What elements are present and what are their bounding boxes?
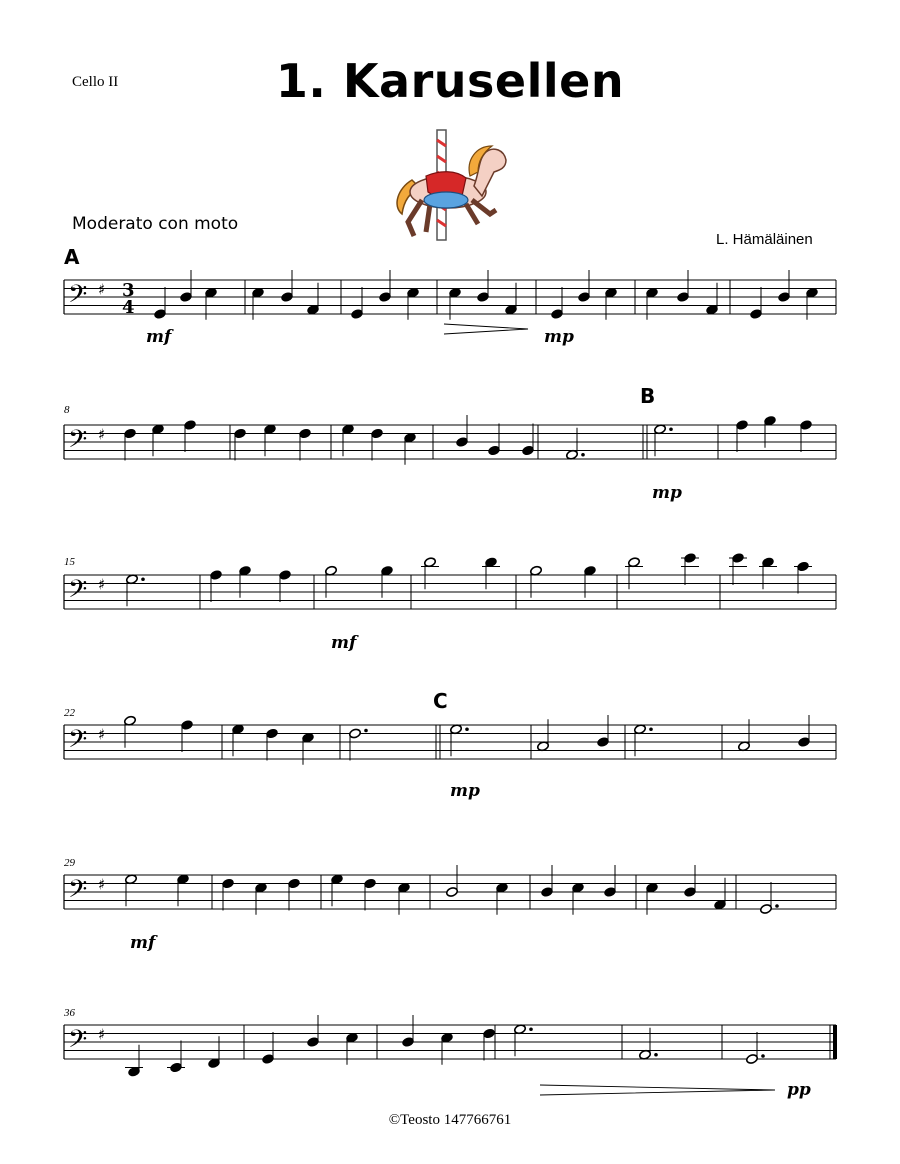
note-head: [541, 887, 554, 898]
note-head: [760, 904, 773, 915]
key-sharp-icon: ♯: [98, 875, 106, 894]
note-head: [349, 728, 362, 739]
bass-clef-icon: 𝄢: [68, 725, 88, 760]
note-head: [746, 1054, 759, 1065]
augmentation-dot: [581, 453, 585, 457]
final-barline: [833, 1025, 837, 1059]
note-head: [210, 570, 223, 581]
bass-clef-icon: 𝄢: [68, 875, 88, 910]
note-head: [732, 553, 745, 564]
measure-number: 15: [64, 556, 75, 568]
rehearsal-mark-a: A: [64, 245, 80, 269]
time-signature: 4: [122, 297, 135, 318]
note-head: [750, 309, 763, 320]
augmentation-dot: [364, 729, 368, 733]
note-head: [371, 428, 384, 439]
note-head: [124, 428, 137, 439]
note-head: [677, 292, 690, 303]
measure-number: 8: [64, 404, 70, 416]
note-head: [279, 570, 292, 581]
bass-clef-icon: 𝄢: [68, 1025, 88, 1060]
note-head: [477, 292, 490, 303]
augmentation-dot: [669, 427, 673, 431]
bass-clef-icon: 𝄢: [68, 575, 88, 610]
dynamic-marking: mp: [450, 781, 480, 801]
piece-title: 1. Karusellen: [275, 54, 625, 108]
note-head: [181, 720, 194, 731]
note-head: [446, 887, 459, 898]
rehearsal-mark-b: B: [640, 384, 656, 408]
note-head: [604, 887, 617, 898]
note-head: [798, 737, 811, 748]
note-head: [379, 292, 392, 303]
note-head: [170, 1062, 183, 1073]
dynamic-marking: mp: [652, 483, 682, 503]
decrescendo-hairpin: [444, 324, 528, 334]
note-head: [800, 420, 813, 431]
note-head: [456, 437, 469, 448]
note-head: [154, 309, 167, 320]
part-name: Cello II: [72, 74, 119, 90]
tempo-marking: Moderato con moto: [72, 214, 239, 234]
measure-number: 22: [64, 707, 75, 719]
note-head: [180, 292, 193, 303]
note-head: [222, 878, 235, 889]
note-head: [684, 887, 697, 898]
note-head: [307, 1037, 320, 1048]
augmentation-dot: [141, 577, 145, 581]
augmentation-dot: [465, 727, 469, 731]
note-head: [364, 878, 377, 889]
dynamic-marking: mf: [331, 633, 357, 653]
note-head: [234, 428, 247, 439]
note-head: [288, 878, 301, 889]
note-head: [281, 292, 294, 303]
note-head: [402, 1037, 415, 1048]
key-sharp-icon: ♯: [98, 280, 106, 299]
key-sharp-icon: ♯: [98, 1025, 106, 1044]
note-head: [578, 292, 591, 303]
augmentation-dot: [529, 1027, 533, 1031]
bass-clef-icon: 𝄢: [68, 425, 88, 460]
measure-number: 36: [64, 1007, 75, 1019]
note-head: [262, 1054, 275, 1065]
note-head: [351, 309, 364, 320]
augmentation-dot: [649, 727, 653, 731]
dynamic-marking: mf: [130, 933, 156, 953]
note-head: [522, 445, 535, 456]
time-signature: 3: [122, 280, 135, 301]
dynamic-marking: mf: [146, 327, 172, 347]
augmentation-dot: [761, 1054, 765, 1058]
note-head: [778, 292, 791, 303]
note-head: [684, 553, 697, 564]
dynamic-marking: pp: [787, 1080, 811, 1100]
note-head: [597, 737, 610, 748]
note-head: [299, 428, 312, 439]
composer-name: L. Hämäläinen: [716, 231, 813, 248]
key-sharp-icon: ♯: [98, 575, 106, 594]
key-sharp-icon: ♯: [98, 425, 106, 444]
key-sharp-icon: ♯: [98, 725, 106, 744]
note-head: [551, 309, 564, 320]
note-head: [736, 420, 749, 431]
note-head: [488, 445, 501, 456]
augmentation-dot: [654, 1053, 658, 1057]
bass-clef-icon: 𝄢: [68, 280, 88, 315]
dynamic-marking: mp: [544, 327, 574, 347]
rehearsal-mark-c: C: [433, 689, 448, 713]
note-head: [483, 1028, 496, 1039]
note-head: [184, 420, 197, 431]
copyright-notice: ©Teosto 147766761: [388, 1112, 512, 1128]
measure-number: 29: [64, 857, 75, 869]
decrescendo-hairpin: [540, 1085, 775, 1095]
augmentation-dot: [775, 904, 779, 908]
note-head: [266, 728, 279, 739]
note-head: [797, 561, 810, 572]
